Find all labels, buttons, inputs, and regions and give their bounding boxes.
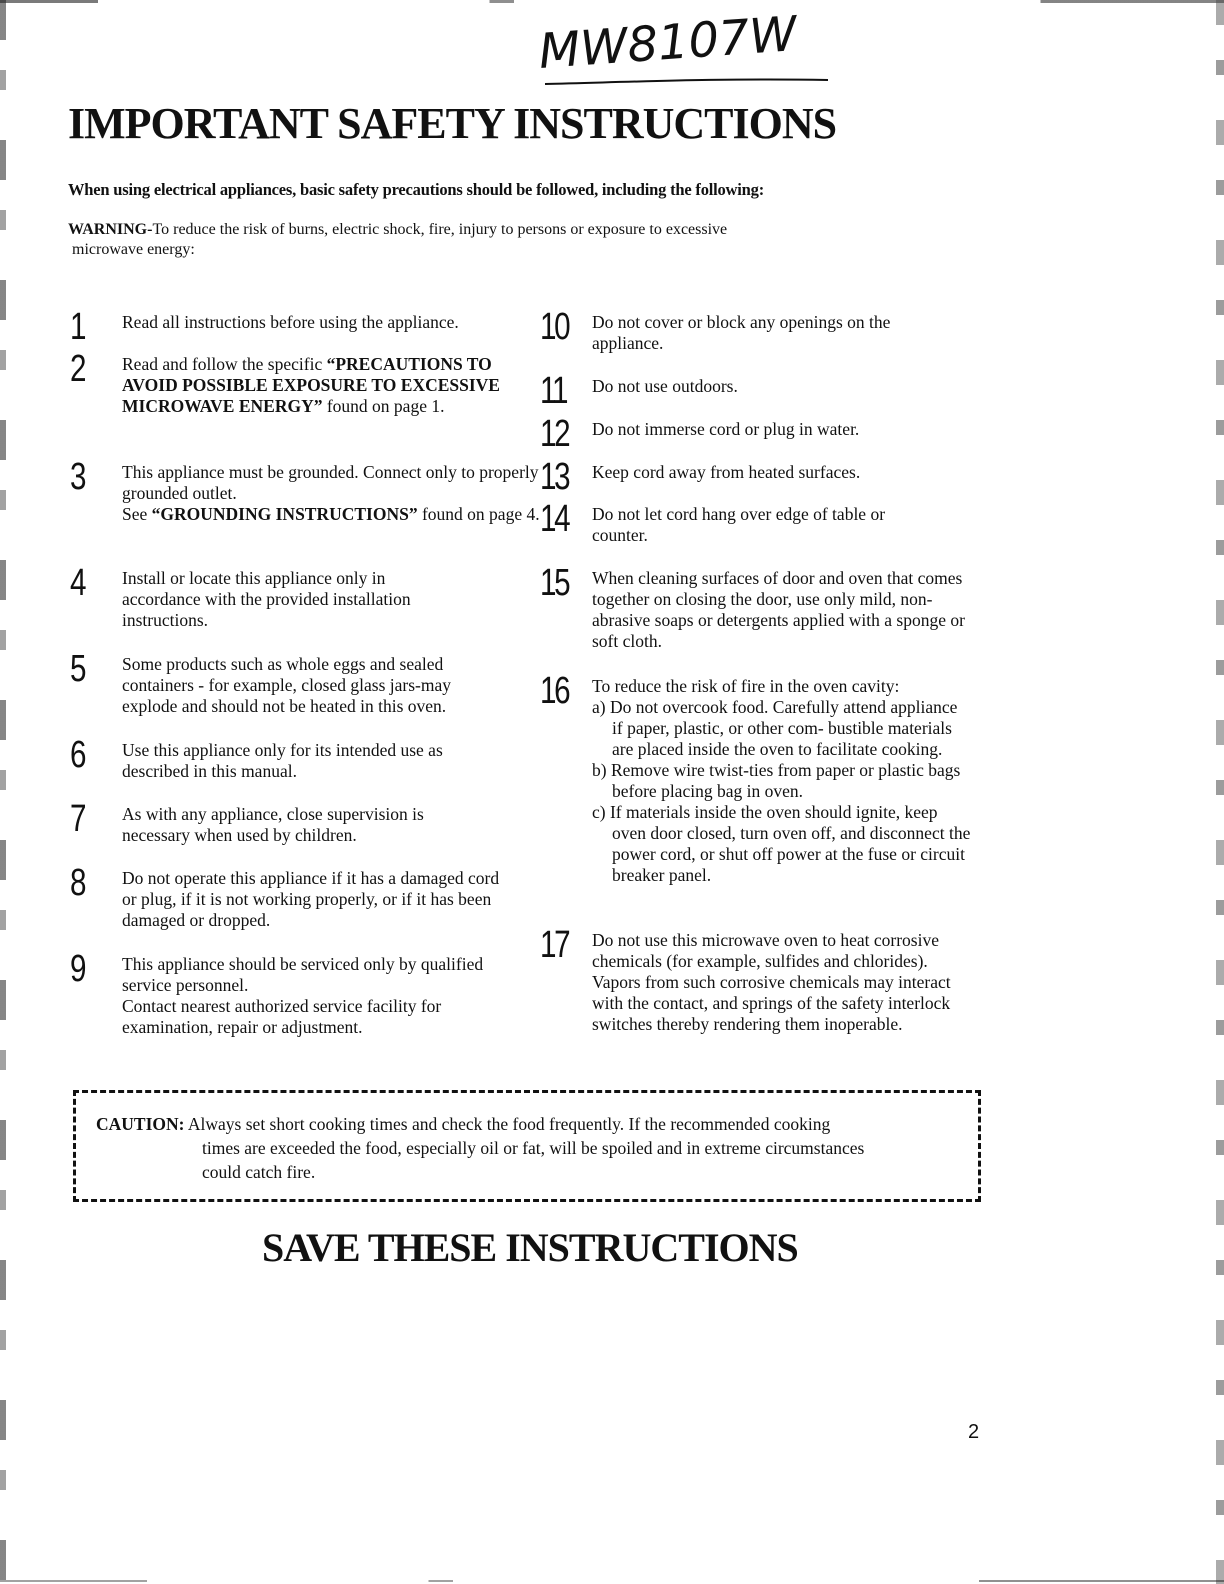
- item-number: 9: [70, 948, 85, 990]
- item-number: 7: [70, 798, 85, 840]
- item-text: Do not use outdoors.: [592, 376, 738, 396]
- item-text: When cleaning surfaces of door and oven that comes together on closing the door, use only mild, non-abrasive soaps or detergents applied with a sponge or soft cloth.: [592, 568, 965, 651]
- item-text: Read and follow the specific “PRECAUTIONS TO AVOID POSSIBLE EXPOSURE TO EXCESSIVE MICROWAVE ENERGY” found on page 1.: [122, 354, 500, 416]
- scan-edge-right: [1216, 0, 1224, 1584]
- warning-line1: To reduce the risk of burns, electric shock, fire, injury to persons or exposure to excessive: [152, 221, 728, 238]
- item-number: 2: [70, 348, 85, 390]
- item-text: Install or locate this appliance only in accordance with the provided installation instructions.: [122, 568, 411, 630]
- item-text: Do not cover or block any openings on the appliance.: [592, 312, 891, 353]
- item-text: To reduce the risk of fire in the oven cavity: a) Do not overcook food. Carefully attend appliance if paper, plastic, or other com- bustible materials are placed inside the oven to facilitate cooking. b) Remove wire twist-ties from paper or plastic bags before placing bag in oven. c) If materials inside the oven should ignite, keep oven door closed, turn oven off, and disconnect the power cord, or shut off power at the fuse or circuit breaker panel.: [592, 676, 971, 885]
- intro-text: When using electrical appliances, basic safety precautions should be followed, including the following:: [68, 180, 764, 199]
- item-number: 3: [70, 456, 85, 498]
- item-text: Do not let cord hang over edge of table or counter.: [592, 504, 886, 545]
- caution-line3: could catch fire.: [202, 1162, 316, 1182]
- item-number: 13: [540, 456, 569, 498]
- warning-line2: microwave energy:: [72, 241, 195, 258]
- handwritten-model-number: [540, 12, 840, 90]
- caution-notice: [96, 1112, 956, 1184]
- handwriting-underline: [545, 79, 828, 84]
- item-number: 6: [70, 734, 85, 776]
- warning-paragraph: [68, 220, 868, 260]
- item-number: 17: [540, 924, 569, 966]
- item-number: 4: [70, 562, 85, 604]
- item-text: Do not immerse cord or plug in water.: [592, 419, 860, 439]
- caution-line2: times are exceeded the food, especially oil or fat, will be spoiled and in extreme circumstances: [202, 1138, 865, 1158]
- item-text: Do not use this microwave oven to heat corrosive chemicals (for example, sulfides and chlorides). Vapors from such corrosive chemicals may interact with the contact, and springs of the safety interlock switches thereby rendering them inoperable.: [592, 930, 951, 1034]
- item-text: This appliance must be grounded. Connect only to properly grounded outlet. See “GROUNDING INSTRUCTIONS” found on page 4.: [122, 462, 540, 524]
- item-text: Some products such as whole eggs and sealed containers - for example, closed glass jars-may explode and should not be heated in this oven.: [122, 654, 451, 716]
- sub-item-c: c) If materials inside the oven should ignite, keep oven door closed, turn oven off, and disconnect the power cord, or shut off power at the fuse or circuit breaker panel.: [592, 802, 971, 885]
- warning-label: WARNING-: [68, 221, 153, 238]
- item-number: 14: [540, 498, 569, 540]
- handwriting-svg: [540, 12, 840, 90]
- item-text: Read all instructions before using the appliance.: [122, 312, 459, 332]
- sub-item-b: b) Remove wire twist-ties from paper or plastic bags before placing bag in oven.: [592, 760, 961, 801]
- caution-label: CAUTION:: [96, 1114, 185, 1134]
- scan-edge-bottom: [0, 1580, 1224, 1582]
- item-number: 15: [540, 562, 569, 604]
- item-number: 1: [70, 306, 85, 348]
- save-instructions-heading: SAVE THESE INSTRUCTIONS: [262, 1225, 798, 1270]
- sub-item-a: a) Do not overcook food. Carefully attend appliance if paper, plastic, or other com- bustible materials are placed inside the oven to facilitate cooking.: [592, 697, 958, 759]
- item-text: This appliance should be serviced only by qualified service personnel. Contact nearest authorized service facility for examination, repair or adjustment.: [122, 954, 484, 1037]
- item-text: Use this appliance only for its intended use as described in this manual.: [122, 740, 443, 781]
- item-number: 16: [540, 670, 569, 712]
- item-text: Keep cord away from heated surfaces.: [592, 462, 861, 482]
- item-number: 11: [540, 370, 567, 412]
- caution-line1: Always set short cooking times and check the food frequently. If the recommended cooking: [187, 1114, 831, 1134]
- item-number: 12: [540, 413, 569, 455]
- item-text: As with any appliance, close supervision is necessary when used by children.: [122, 804, 424, 845]
- page-number: 2: [968, 1421, 980, 1443]
- handwriting-text: MW8107W: [540, 12, 799, 80]
- item-number: 10: [540, 306, 569, 348]
- scan-edge-left: [0, 0, 6, 1584]
- item-text: Do not operate this appliance if it has a damaged cord or plug, if it is not working properly, or if it has been damaged or dropped.: [122, 868, 500, 930]
- scan-edge-top: [0, 0, 1224, 3]
- item-number: 8: [70, 862, 85, 904]
- item-number: 5: [70, 648, 85, 690]
- page-title: IMPORTANT SAFETY INSTRUCTIONS: [68, 99, 837, 148]
